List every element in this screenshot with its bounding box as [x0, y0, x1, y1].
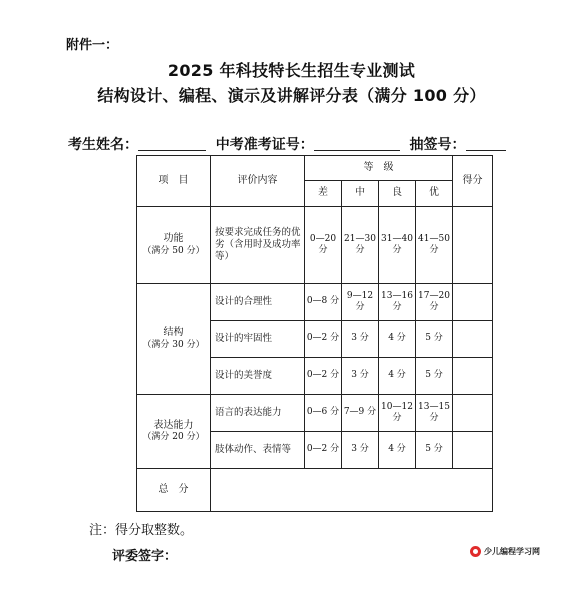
document-title: 2025 年科技特长生招生专业测试 [167, 61, 416, 80]
logo-circle-icon [470, 546, 481, 557]
grade-cell: 13—16 分 [379, 284, 416, 321]
criteria-cell: 设计的合理性 [211, 284, 305, 321]
document-subtitle: 结构设计、编程、演示及讲解评分表（满分 100 分） [97, 86, 486, 105]
score-input-cell[interactable] [453, 284, 493, 321]
grade-cell: 5 分 [416, 358, 453, 395]
grade-cell: 4 分 [379, 432, 416, 469]
item-function [137, 207, 211, 284]
footnote: 注：得分取整数。 [89, 523, 194, 538]
item-max-score: （满分 50 分） [142, 245, 205, 256]
item-expression [137, 395, 211, 469]
grade-cell: 31—40 分 [379, 207, 416, 284]
level-good: 良 [379, 181, 416, 207]
score-input-cell[interactable] [453, 432, 493, 469]
header-row [137, 156, 493, 181]
watermark-logo [470, 546, 540, 557]
score-input-cell[interactable] [453, 395, 493, 432]
item-label: 结构 [163, 327, 184, 339]
score-input-cell[interactable] [453, 358, 493, 395]
candidate-name-label: 考生姓名： [68, 137, 138, 153]
criteria-cell: 按要求完成任务的优劣（含用时及成功率等） [211, 207, 305, 284]
lot-number-blank[interactable] [466, 136, 506, 151]
table-row [137, 395, 493, 432]
grade-cell: 3 分 [342, 321, 379, 358]
exam-id-blank[interactable] [314, 136, 400, 151]
exam-id-label: 中考准考证号： [215, 137, 314, 153]
grade-cell: 21—30 分 [342, 207, 379, 284]
grade-cell: 9—12 分 [342, 284, 379, 321]
score-input-cell[interactable] [453, 207, 493, 284]
level-excellent: 优 [416, 181, 453, 207]
grade-cell: 0—2 分 [305, 358, 342, 395]
level-fair: 中 [342, 181, 379, 207]
grade-cell: 41—50 分 [416, 207, 453, 284]
header-item: 项 目 [137, 156, 211, 207]
criteria-cell: 肢体动作、表情等 [211, 432, 305, 469]
grade-cell: 4 分 [379, 321, 416, 358]
item-max-score: （满分 30 分） [142, 339, 205, 350]
level-poor: 差 [305, 181, 342, 207]
grade-cell: 5 分 [416, 321, 453, 358]
header-content: 评价内容 [211, 156, 305, 207]
criteria-cell: 语言的表达能力 [211, 395, 305, 432]
grade-cell: 0—20 分 [305, 207, 342, 284]
header-score: 得分 [453, 156, 493, 207]
grade-cell: 7—9 分 [342, 395, 379, 432]
grade-cell: 10—12 分 [379, 395, 416, 432]
table-row [137, 207, 493, 284]
score-input-cell[interactable] [453, 321, 493, 358]
item-max-score: （满分 20 分） [142, 432, 205, 443]
candidate-name-blank[interactable] [138, 136, 206, 151]
attachment-label: 附件一： [66, 38, 119, 53]
total-score-cell[interactable] [211, 469, 493, 512]
watermark-text: 少儿编程学习网 [484, 547, 540, 556]
item-structure [137, 284, 211, 395]
grade-cell: 3 分 [342, 358, 379, 395]
criteria-cell: 设计的美誉度 [211, 358, 305, 395]
candidate-info-line [68, 134, 506, 154]
total-row [137, 469, 493, 512]
grade-cell: 4 分 [379, 358, 416, 395]
grade-cell: 5 分 [416, 432, 453, 469]
judge-signature-label: 评委签字： [112, 549, 178, 564]
header-grade: 等 级 [305, 156, 453, 181]
grade-cell: 3 分 [342, 432, 379, 469]
grade-cell: 0—8 分 [305, 284, 342, 321]
criteria-cell: 设计的牢固性 [211, 321, 305, 358]
item-label: 功能 [163, 233, 184, 245]
item-label: 表达能力 [153, 419, 194, 431]
score-table [136, 155, 493, 512]
grade-cell: 17—20 分 [416, 284, 453, 321]
table-row [137, 284, 493, 321]
lot-number-label: 抽签号： [409, 137, 466, 153]
total-label: 总 分 [137, 469, 211, 512]
grade-cell: 0—6 分 [305, 395, 342, 432]
grade-cell: 13—15 分 [416, 395, 453, 432]
grade-cell: 0—2 分 [305, 432, 342, 469]
grade-cell: 0—2 分 [305, 321, 342, 358]
